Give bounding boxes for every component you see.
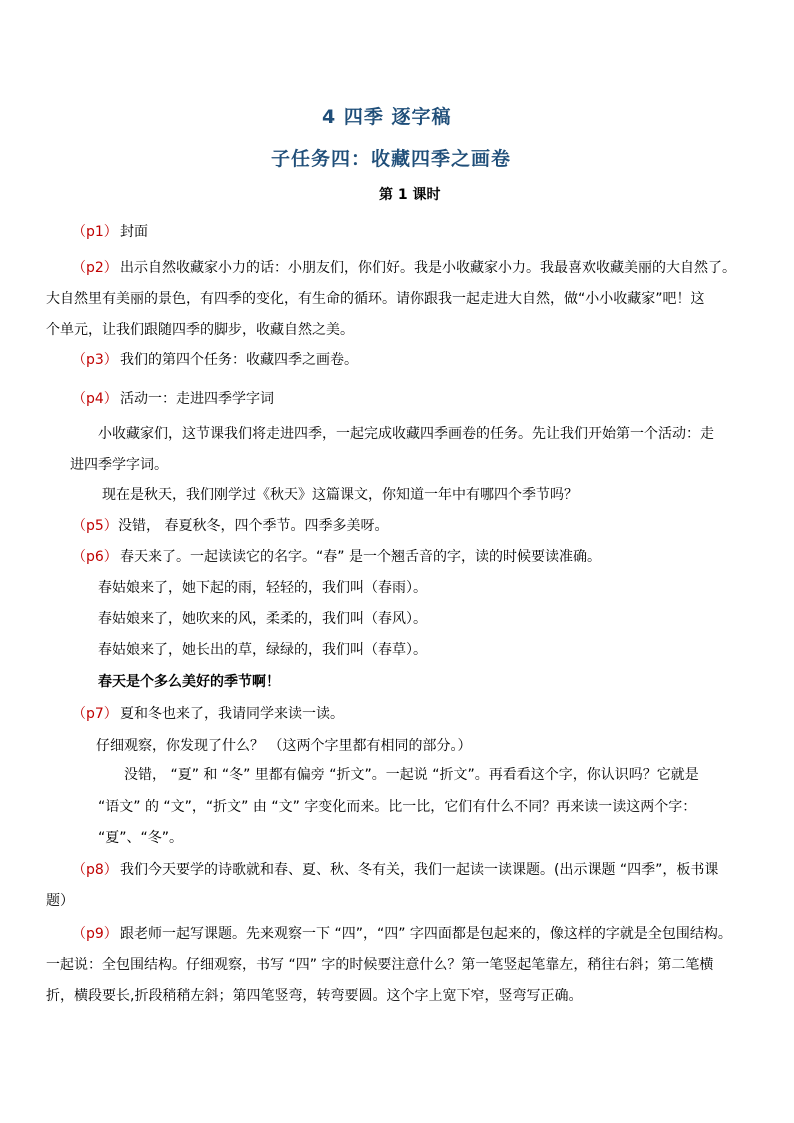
- paragraph-p9-line: 一起说：全包围结构。仔细观察，书写 “四” 字的时候要注意什么？第一笔竖起笔靠左，稍往右斜；第二笔横: [46, 957, 714, 973]
- paragraph-p6-body: 春姑娘来了，她下起的雨，轻轻的，我们叫（春雨）。: [98, 580, 427, 596]
- paragraph-tag-p6: （p6）: [72, 549, 118, 565]
- paragraph-tag-p1: （p1）: [72, 224, 118, 240]
- paragraph-p7-body: “夏”、“冬”。: [98, 830, 184, 846]
- paragraph-p9-line: 折，横段要长,折段稍稍左斜；第四笔竖弯，转弯要圆。这个字上宽下窄，竖弯写正确。: [46, 988, 583, 1004]
- paragraph-p7-text: 夏和冬也来了，我请同学来读一读。: [120, 706, 344, 722]
- paragraph-p2-line: 大自然里有美丽的景色，有四季的变化，有生命的循环。请你跟我一起走进大自然，做“小小收藏家”吧！这: [46, 291, 705, 307]
- paragraph-tag-p7: （p7）: [72, 706, 118, 722]
- paragraph-tag-p3: （p3）: [72, 352, 118, 368]
- paragraph-p7-body: 仔细观察，你发现了什么？ （这两个字里都有相同的部分。）: [96, 738, 472, 754]
- paragraph-p6-body: 春天是个多么美好的季节啊！: [98, 674, 280, 690]
- paragraph-tag-p8: （p8）: [72, 862, 118, 878]
- paragraph-tag-p9: （p9）: [72, 926, 118, 942]
- paragraph-p5-text: 没错， 春夏秋冬，四个季节。四季多美呀。: [118, 518, 389, 534]
- paragraph-p9-line: 跟老师一起写课题。先来观察一下 “四”，“四” 字四面都是包起来的，像这样的字就是全包围结构。: [120, 926, 732, 942]
- paragraph-p4-body: 小收藏家们，这节课我们将走进四季，一起完成收藏四季画卷的任务。先让我们开始第一个活动：走: [98, 426, 714, 442]
- paragraph-p8-line: 我们今天要学的诗歌就和春、夏、秋、冬有关，我们一起读一读课题。(出示课题 “四季”，板书课: [120, 862, 719, 878]
- lesson-subtitle: 子任务四：收藏四季之画卷: [271, 148, 512, 170]
- paragraph-p6-body: 春姑娘来了，她长出的草，绿绿的，我们叫（春草）。: [98, 642, 427, 658]
- paragraph-p6-body: 春姑娘来了，她吹来的风，柔柔的，我们叫（春风）。: [98, 611, 427, 627]
- paragraph-p7-body: “语文” 的 “文”，“折文” 由 “文” 字变化而来。比一比，它们有什么不同？再来读一读这两个字：: [98, 799, 697, 815]
- paragraph-p7-body: 没错， “夏” 和 “冬” 里都有偏旁 “折文”。一起说 “折文”。再看看这个字，你认识吗？它就是: [124, 767, 699, 783]
- paragraph-p2-line: 个单元，让我们跟随四季的脚步，收藏自然之美。: [46, 322, 354, 338]
- paragraph-p3-text: 我们的第四个任务：收藏四季之画卷。: [120, 352, 358, 368]
- paragraph-p6-text: 春天来了。一起读读它的名字。“春” 是一个翘舌音的字，读的时候要读准确。: [120, 549, 601, 565]
- lesson-title: 4 四季 逐字稿: [322, 106, 452, 128]
- paragraph-tag-p4: （p4）: [72, 391, 118, 407]
- paragraph-p4-body: 现在是秋天，我们刚学过《秋天》这篇课文，你知道一年中有哪四个季节吗？: [102, 487, 578, 503]
- paragraph-p2-line: 出示自然收藏家小力的话：小朋友们，你们好。我是小收藏家小力。我最喜欢收藏美丽的大自然了。: [120, 260, 736, 276]
- paragraph-p8-line: 题）: [46, 893, 74, 909]
- paragraph-p1-text: 封面: [120, 224, 148, 240]
- lesson-period: 第 1 课时: [379, 187, 441, 203]
- paragraph-p4-text: 活动一：走进四季学字词: [120, 391, 274, 407]
- paragraph-tag-p2: （p2）: [72, 260, 118, 276]
- paragraph-tag-p5: （p5）: [72, 518, 118, 534]
- paragraph-p4-body: 进四季学字词。: [70, 457, 168, 473]
